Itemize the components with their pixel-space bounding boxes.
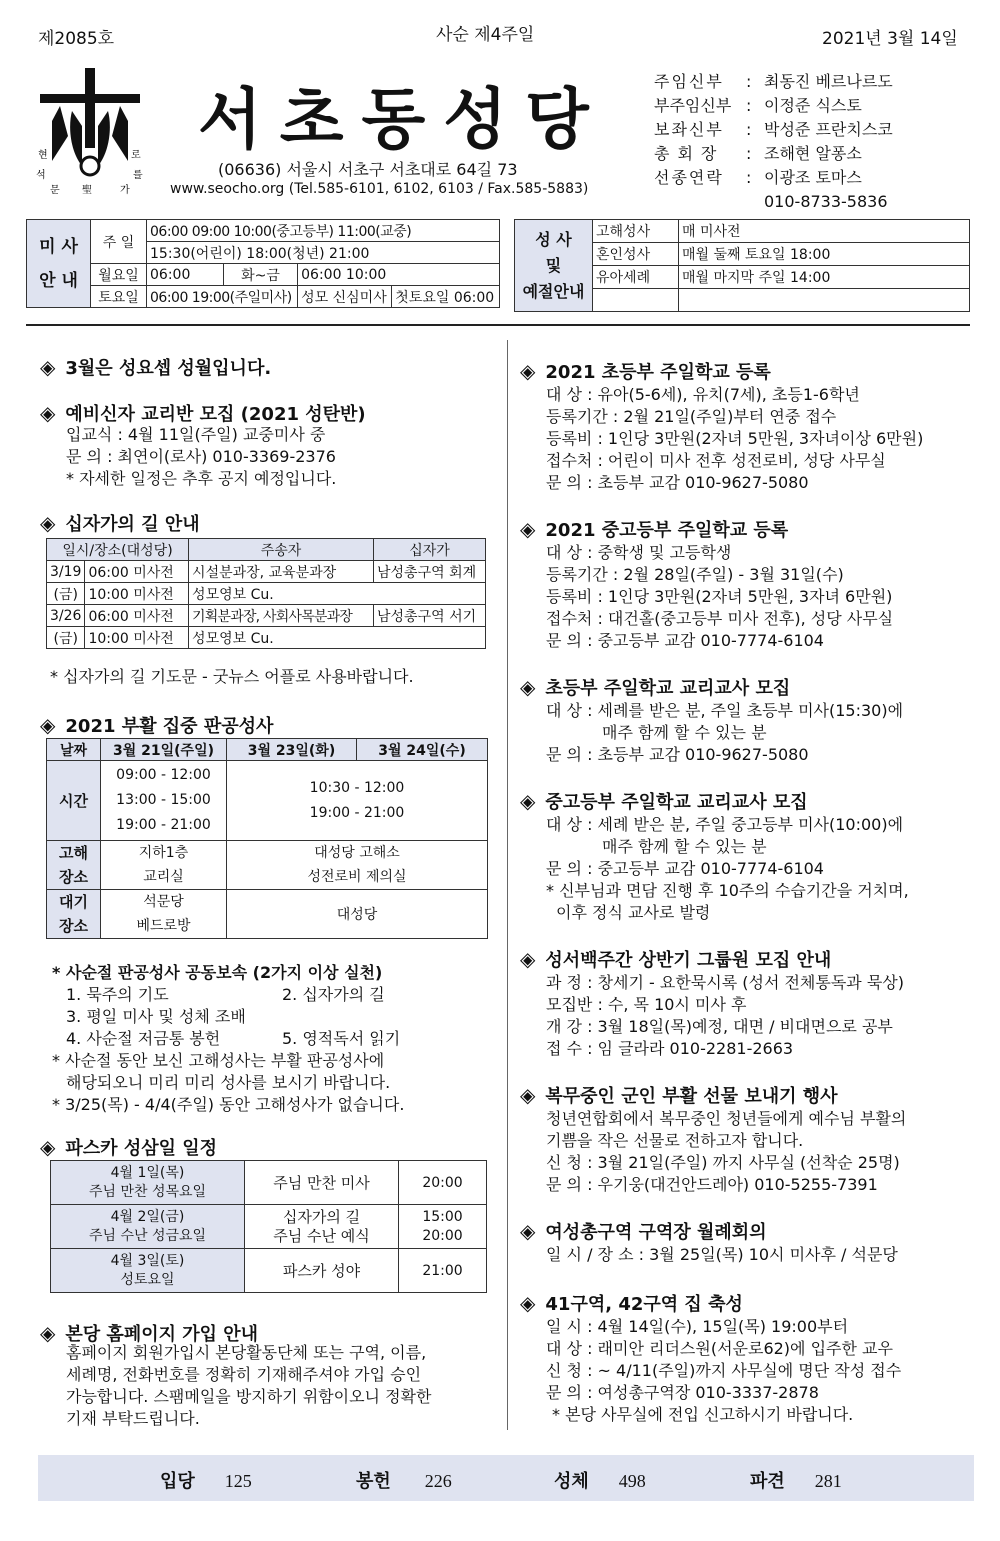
parish-title: 서초동성당 — [198, 81, 607, 158]
mass-monday-time: 06:00 — [147, 264, 224, 286]
sacrament-name: 고해성사 — [593, 220, 679, 243]
section-heading: ◈ 3월은 성요셉 성월입니다. — [40, 355, 272, 379]
table-header: 주송자 — [189, 539, 374, 561]
staff-row: 주임신부 : 최동진 베르나르도 — [654, 72, 893, 91]
svg-text:문: 문 — [50, 185, 60, 196]
stat-entrance: 입당 125 — [160, 1471, 252, 1491]
sacrament-label: 성 사 및 예절안내 — [515, 220, 593, 312]
table-row: (금) 10:00 미사전 성모영보 Cu. — [47, 583, 486, 605]
confession-times-sunday: 09:00 - 12:00 13:00 - 15:00 19:00 - 21:00 — [101, 761, 227, 841]
staff-phone: 010-8733-5836 — [764, 192, 888, 211]
notice: ◈ 2021 중고등부 주일학교 등록 대 상 : 중학생 및 고등학생 등록기간 : 2월 28일(주일) - 3월 31일(수) 등록비 : 1인당 3만원(2자녀 5만원, 3자녀 6만원) 접수처 : 대건홀(중고등부 미사 전후), 성당 사무실 문 의 : 중고등부 교감 010-7774-6104 — [520, 517, 894, 650]
notice: ◈ 여성총구역 구역장 월례회의 일 시 / 장 소 : 3월 25일(목) 10시 미사후 / 석문당 — [520, 1219, 898, 1264]
mass-label: 미 사 안 내 — [27, 220, 91, 308]
table-header: 일시/장소(대성당) — [47, 539, 189, 561]
parish-address: (06636) 서울시 서초구 서초대로 64길 73 — [218, 160, 518, 179]
staff-row: 부주임신부 : 이정준 식스토 — [654, 96, 862, 115]
notice: ◈ 중고등부 주일학교 교리교사 모집 대 상 : 세례 받은 분, 주일 중고등부 미사(10:00)에 매주 함께 할 수 있는 분 문 의 : 중고등부 교감 010-7774-6104 * 신부님과 면담 진행 후 10주의 수습기간을 거치며, 이후 정식 교사로 발령 — [520, 789, 909, 922]
sacrament-table — [514, 219, 970, 312]
confession-times-weekday: 10:30 - 12:00 19:00 - 21:00 — [227, 761, 488, 841]
mass-monday-label: 월요일 — [91, 264, 147, 286]
section-heading: ◈ 예비신자 교리반 모집 (2021 성탄반) — [40, 401, 366, 425]
stations-table — [46, 538, 486, 649]
sacrament-time: 매월 둘째 토요일 18:00 — [679, 243, 970, 266]
notice: ◈ 2021 초등부 주일학교 등록 대 상 : 유아(5-6세), 유치(7세), 초등1-6학년 등록기간 : 2월 21일(주일)부터 연중 접수 등록비 : 1인당 3만원(2자녀 5만원, 3자녀이상 6만원) 접수처 : 어린이 미사 전후 성전로비, 성당 사무실 문 의 : 초등부 교감 010-9627-5080 — [520, 359, 924, 492]
issue-date: 2021년 3월 14일 — [822, 29, 958, 49]
liturgical-sunday: 사순 제4주일 — [436, 25, 535, 45]
column-divider — [507, 340, 508, 1430]
table-row: (금) 10:00 미사전 성모영보 Cu. — [47, 627, 486, 649]
notice: ◈ 복무중인 군인 부활 선물 보내기 행사 청년연합회에서 복무중인 청년들에게 예수님 부활의 기쁨을 작은 선물로 전하고자 합니다. 신 청 : 3월 21일(주일) 까지 사무실 (선착순 25명) 문 의 : 우기웅(대건안드레아) 010-5255-7391 — [520, 1083, 907, 1194]
header-divider — [26, 324, 970, 326]
sacrament-name: 혼인성사 — [593, 243, 679, 266]
mass-weekday-time: 06:00 10:00 — [298, 264, 500, 286]
mass-saturday-extra: 성모 신심미사 — [298, 286, 392, 308]
notice: ◈ 41구역, 42구역 집 축성 일 시 : 4월 14일(수), 15일(목) 19:00부터 대 상 : 래미안 리더스원(서운로62)에 입주한 교우 신 청 : ~ 4/11(주일)까지 사무실에 명단 작성 접수 문 의 : 여성총구역장 010-3337-2878 * 본당 사무실에 전입 신고하시기 바랍니다. — [520, 1291, 902, 1424]
mass-saturday-time: 06:00 19:00(주일미사) — [147, 286, 298, 308]
sacrament-time: 매월 마지막 주일 14:00 — [679, 266, 970, 289]
mass-schedule-table — [26, 219, 500, 308]
section-heading: ◈ 파스카 성삼일 일정 — [40, 1135, 218, 1159]
sacrament-time: 매 미사전 — [679, 220, 970, 243]
parish-contact: www.seocho.org (Tel.585-6101, 6102, 6103 / Fax.585-5883) — [170, 181, 589, 197]
paschal-triduum-table: 4월 1일(목) 주님 만찬 성목요일 주님 만찬 미사 20:00 4월 2일(금) 주님 수난 성금요일 십자가의 길 주님 수난 예식 15:00 20:00 4월 3일(토) 성토요일 파스카 성야 21:00 — [50, 1160, 487, 1293]
catechumen-info: 입교식 : 4월 11일(주일) 교중미사 중 문 의 : 최연이(로사) 010-3369-2376 * 자세한 일정은 추후 공지 예정입니다. — [66, 425, 337, 488]
staff-row: 선종연락 : 이광조 토마스 — [654, 168, 862, 187]
homepage-info: 홈페이지 회원가입시 본당활동단체 또는 구역, 이름, 세례명, 전화번호를 정확히 기재해주셔야 가입 승인 가능합니다. 스팸메일을 방지하기 위함이오니 정확한 기재 부탁드립니다. — [66, 1343, 432, 1428]
svg-text:聖: 聖 — [82, 185, 92, 196]
table-row: 3/26 06:00 미사전 기획분과장, 사회사목분과장 남성총구역 서기 — [47, 605, 486, 627]
notice: ◈ 성서백주간 상반기 그룹원 모집 안내 과 정 : 창세기 - 요한묵시록 (성서 전체통독과 묵상) 모집반 : 수, 목 10시 미사 후 개 강 : 3월 18일(목)예정, 대면 / 비대면으로 공부 접 수 : 임 글라라 010-2281-2663 — [520, 947, 905, 1058]
svg-text:를: 를 — [133, 170, 143, 181]
mass-sunday-row2: 15:30(어린이) 18:00(청년) 21:00 — [147, 242, 500, 264]
parish-logo — [30, 66, 150, 196]
svg-text:현: 현 — [38, 150, 48, 161]
staff-row: 보좌신부 : 박성준 프란치스코 — [654, 120, 893, 139]
mass-first-saturday: 첫토요일 06:00 — [392, 286, 500, 308]
issue-number: 제2085호 — [38, 29, 115, 49]
svg-text:로: 로 — [131, 150, 141, 161]
stations-note: * 십자가의 길 기도문 - 굿뉴스 어플로 사용바랍니다. — [50, 667, 414, 686]
table-row: 3/19 06:00 미사전 시설분과장, 교육분과장 남성총구역 회계 — [47, 561, 486, 583]
attendance-bar — [38, 1455, 974, 1501]
confession-table: 날짜 3월 21일(주일) 3월 23일(화) 3월 24일(수) 시간 09:00 - 12:00 13:00 - 15:00 19:00 - 21:00 10:30 - 12:00 19:00 - 21:00 고해 장소 지하1층 교리실 대성당 고해소 성전로비 제의실 대기 장소 석문당 베드로방 대성당 — [46, 738, 488, 939]
sacrament-name: 유아세례 — [593, 266, 679, 289]
section-heading: ◈ 십자가의 길 안내 — [40, 511, 200, 535]
svg-text:가: 가 — [120, 185, 130, 196]
notice: ◈ 초등부 주일학교 교리교사 모집 대 상 : 세례를 받은 분, 주일 초등부 미사(15:30)에 매주 함께 할 수 있는 분 문 의 : 초등부 교감 010-9627-5080 — [520, 675, 904, 764]
section-heading: ◈ 2021 부활 집중 판공성사 — [40, 713, 274, 737]
stat-offering: 봉헌 226 — [356, 1471, 452, 1491]
mass-weekday-label: 화~금 — [223, 264, 297, 286]
mass-saturday-label: 토요일 — [91, 286, 147, 308]
stat-dismissal: 파견 281 — [750, 1471, 842, 1491]
section-heading: ◈ 본당 홈페이지 가입 안내 — [40, 1321, 259, 1345]
staff-row: 총회장 : 조해현 알퐁소 — [654, 144, 862, 163]
mass-sunday-row1: 06:00 09:00 10:00(중고등부) 11:00(교중) — [147, 220, 500, 242]
staff-list — [654, 70, 893, 214]
stat-communion: 성체 498 — [554, 1471, 646, 1491]
penance-list: * 사순절 판공성사 공동보속 (2가지 이상 실천) 1. 묵주의 기도 2. 십자가의 길 3. 평일 미사 및 성체 조배 4. 사순절 저금통 봉헌 5. 영적독서 읽기 * 사순절 동안 보신 고해성사는 부활 판공성사에 해당되오니 미리 미리 성사를 보시기 바랍니다. * 3/25(목) - 4/4(주일) 동안 고해성사가 없습니다. — [52, 963, 405, 1114]
table-header: 십자가 — [374, 539, 486, 561]
svg-text:석: 석 — [36, 170, 46, 181]
mass-sunday-label: 주 일 — [91, 220, 147, 264]
